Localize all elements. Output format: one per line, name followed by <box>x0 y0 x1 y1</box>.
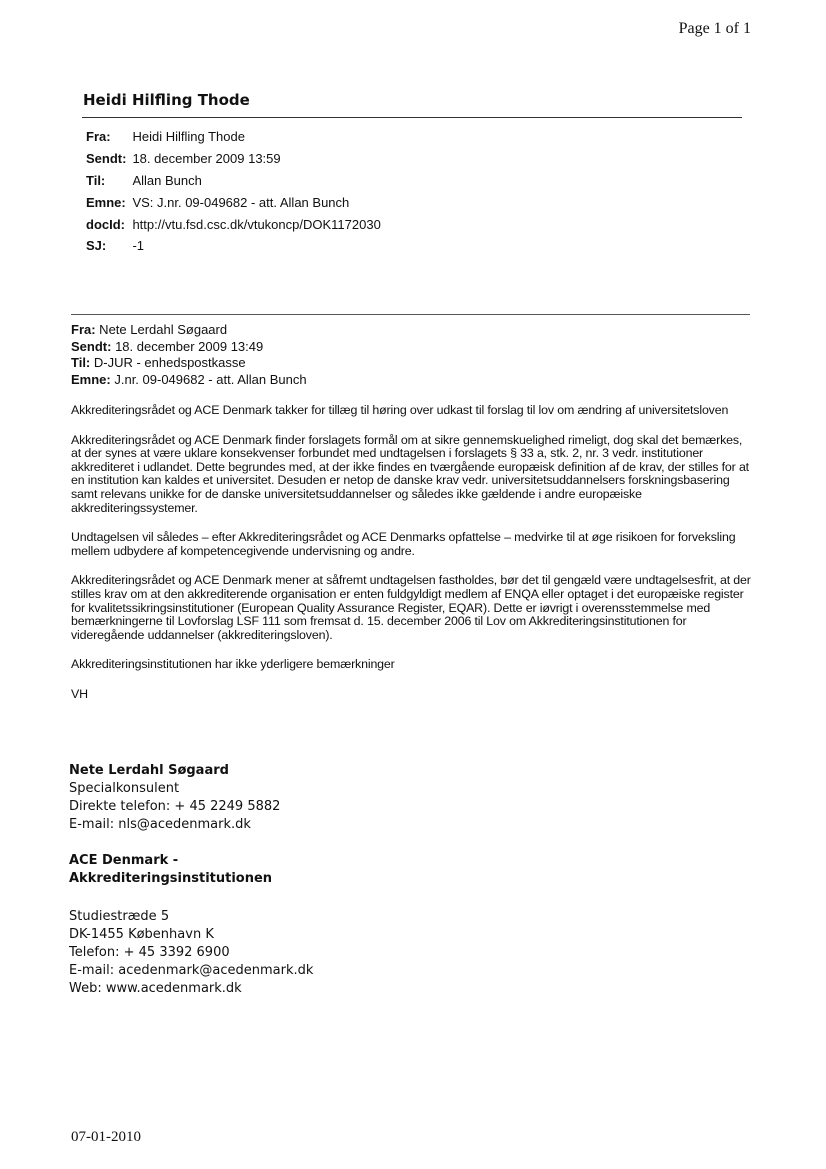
signature-block <box>69 762 313 998</box>
fwd-from-line <box>71 322 307 339</box>
body-paragraph-2: Akkrediteringsrådet og ACE Denmark finder forslagets formål om at sikre gennemskuelighed rimeligt, dog skal det bemærkes, at der synes at være uklare konsekvenser forbundet med undtagelsen i forslagets § 33 a, stk. 2, nr. 3 vedr. institutioner akkrediteret i udlandet. Dette begrundes med, at der ikke findes en tværgående europæisk definition af de krav, der stilles for at en institution kan kaldes et universitet. Desuden er netop de danske krav vedr. universitetsuddannelsers forskningsbasering samt relevans unikke for de danske universitetsuddannelser og således ikke gældende i andre europæiske akkrediteringssystemer. <box>71 432 749 515</box>
fwd-to-value: D-JUR - enhedspostkasse <box>90 355 246 370</box>
email-header-table <box>86 126 381 257</box>
subject-value: VS: J.nr. 09-049682 - att. Allan Bunch <box>132 194 350 210</box>
header-row-sj <box>86 235 381 257</box>
org-web: Web: www.acedenmark.dk <box>69 981 242 996</box>
body-closing: VH <box>71 686 88 701</box>
footer-date: 07-01-2010 <box>71 1129 141 1145</box>
fwd-subject-label: Emne: <box>71 371 111 387</box>
org-city: DK-1455 København K <box>69 927 214 942</box>
to-value: Allan Bunch <box>132 172 202 188</box>
docid-label: docId: <box>86 216 125 232</box>
signature-name: Nete Lerdahl Søgaard <box>69 763 229 778</box>
fwd-from-value: Nete Lerdahl Søgaard <box>95 322 228 337</box>
body-paragraph-4: Akkrediteringsrådet og ACE Denmark mener at såfremt undtagelsen fastholdes, bør det til gengæld være undtagelsesfrit, at der stilles krav om at den akkrediterende organisation er enten fuldgyldigt medlem af ENQA eller optaget i det europæiske register for kvalitetssikringsinstitutioner (European Quality Assurance Register, EQAR). Dette er iøvrigt i overensstemmelse med bemærkningerne til Lovforslag LSF 111 som fremsat d. 15. december 2006 til Lov om Akkrediteringsinstitutionen for videregående uddannelser (akkrediteringsloven). <box>71 573 751 642</box>
from-value: Heidi Hilfling Thode <box>132 129 245 145</box>
org-phone: Telefon: + 45 3392 6900 <box>69 945 230 960</box>
org-name-line-1: ACE Denmark - <box>69 853 179 868</box>
sent-label: Sendt: <box>86 151 127 167</box>
page-number-label: Page 1 of 1 <box>678 20 751 37</box>
subject-label: Emne: <box>86 194 126 210</box>
header-row-subject <box>86 191 381 213</box>
fwd-sent-line <box>71 339 307 356</box>
fwd-to-line <box>71 355 307 372</box>
signature-email: E-mail: nls@acedenmark.dk <box>69 817 251 832</box>
fwd-to-label: Til: <box>71 355 91 370</box>
fwd-from-label: Fra: <box>71 322 96 337</box>
fwd-sent-value: 18. december 2009 13:49 <box>111 338 264 354</box>
sj-value: -1 <box>132 238 145 254</box>
org-email: E-mail: acedenmark@acedenmark.dk <box>69 963 314 978</box>
sent-value: 18. december 2009 13:59 <box>132 151 281 167</box>
fwd-subject-value: J.nr. 09-049682 - att. Allan Bunch <box>110 371 307 387</box>
fwd-sent-label: Sendt: <box>71 338 112 354</box>
fwd-subject-line <box>71 372 307 389</box>
header-row-sent <box>86 148 381 170</box>
to-label: Til: <box>86 172 106 188</box>
header-row-docid <box>86 213 381 235</box>
body-paragraph-3: Undtagelsen vil således – efter Akkrediteringsrådet og ACE Denmarks opfattelse – medvirke til at øge risikoen for forveksling mellem udbydere af kompetencegivende undervisning og andre. <box>71 530 736 558</box>
header-row-to <box>86 170 381 192</box>
signature-role: Specialkonsulent <box>69 781 180 796</box>
header-row-from <box>86 126 381 148</box>
body-paragraph-5: Akkrediteringsinstitutionen har ikke yderligere bemærkninger <box>71 657 395 672</box>
signature-phone: Direkte telefon: + 45 2249 5882 <box>69 799 281 814</box>
email-body <box>71 404 751 718</box>
sj-label: SJ: <box>86 238 107 254</box>
org-street: Studiestræde 5 <box>69 909 170 924</box>
docid-value: http://vtu.fsd.csc.dk/vtukoncp/DOK1172030 <box>132 216 381 232</box>
from-label: Fra: <box>86 129 111 145</box>
org-name-line-2: Akkrediteringsinstitutionen <box>69 871 273 886</box>
sender-title: Heidi Hilfling Thode <box>83 91 250 109</box>
body-paragraph-1: Akkrediteringsrådet og ACE Denmark takker for tillæg til høring over udkast til forslag til lov om ændring af universitetsloven <box>71 403 729 417</box>
forward-divider <box>71 314 750 315</box>
forwarded-header <box>71 322 307 388</box>
header-divider <box>82 117 742 118</box>
